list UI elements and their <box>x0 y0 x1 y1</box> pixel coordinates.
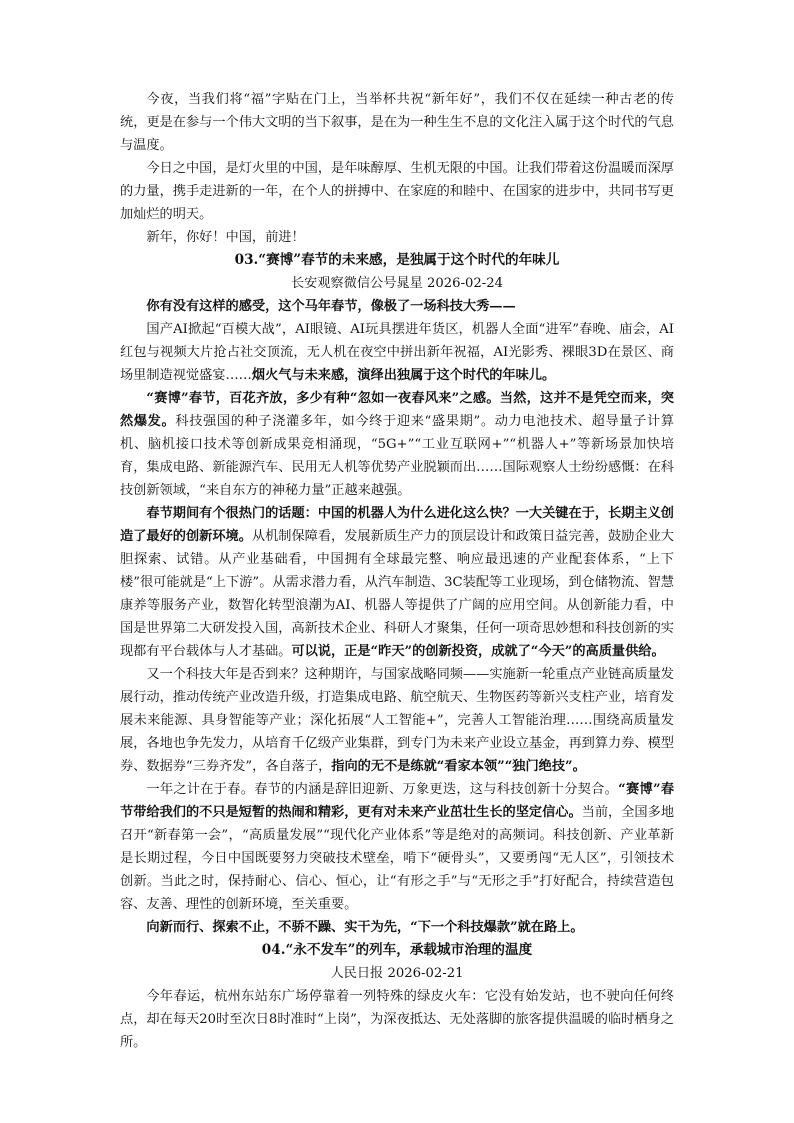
paragraph-text: 当前，全国多地召开“新春第一会”，“高质量发展”“现代化产业体系”等是绝对的高频词。科技创新、产业革新是长期过程，今日中国既要努力突破技术壁垒，啃下“硬骨头”，又要勇闯“无人区”，引领技术创新。当此之时，保持耐心、信心、恒心，让“有形之手”与“无形之手”打好配合，持续营造包容、友善、理性的创新环境，至关重要。 <box>120 805 675 912</box>
article-04-title: 04.“永不发车”的列车，承载城市治理的温度 <box>261 942 533 958</box>
article-03-paragraph-3 <box>120 502 674 663</box>
article-03-conclusion: 向新而行、探索不止，不骄不躁、实干为先，“下一个科技爆款”就在路上。 <box>146 920 584 935</box>
paragraph-emphasis: 可以说，正是“昨天”的创新投资，成就了“今天”的高质量供给。 <box>291 644 665 659</box>
paragraph-text: 一年之计在于春。春节的内涵是辞旧迎新、万象更迭，这与科技创新十分契合。 <box>146 782 619 797</box>
article-03-paragraph-5 <box>120 778 674 916</box>
article-03-paragraph-1 <box>120 318 674 387</box>
paragraph-text: 国产AI掀起“百模大战”，AI眼镜、AI玩具摆进年货区，机器人全面“进军”春晚、庙会，AI红包与视频大片抢占社交顶流，无人机在夜空中拼出新年祝福，AI光影秀、裸眼3D在景区、商场里制造视觉盛宴…… <box>120 322 674 383</box>
intro-paragraph-2: 今日之中国，是灯火里的中国，是年味醇厚、生机无限的中国。让我们带着这份温暖而深厚的力量，携手走进新的一年，在个人的拼搏中、在家庭的和睦中、在国家的进步中，共同书写更加灿烂的明天。 <box>120 161 674 222</box>
article-03-paragraph-4 <box>120 663 674 778</box>
paragraph-emphasis: “赛博”春节，百花齐放，多少有种“忽如一夜春风来”之感。当然，这并不是凭空而来，突然爆发。 <box>120 391 674 429</box>
paragraph-text: 从机制保障看，发展新质生产力的顶层设计和政策日益完善，鼓励企业大胆探索、试错。从产业基础看，中国拥有全球最完整、响应最迅速的产业配套体系，“上下楼”很可能就是“上下游”。从需求潜力看，从汽车制造、3C装配等工业现场，到仓储物流、智慧康养等服务产业，数智化转型浪潮为AI、机器人等提供了广阔的应用空间。从创新能力看，中国是世界第二大研发投入国，高新技术企业、科研人才聚集，任何一项奇思妙想和科技创新的实现都有平台载体与人才基础。 <box>120 529 674 659</box>
paragraph-text: 又一个科技大年是否到来？这种期许，与国家战略同频——实施新一轮重点产业链高质量发展行动，推动传统产业改造升级，打造集成电路、航空航天、生物医药等新兴支柱产业，培育发展未来能源、具身智能等产业；深化拓展“人工智能+”，完善人工智能治理……围绕高质量发展，各地也争先发力，从培育千亿级产业集群，到专门为未来产业设立基金，再到算力券、模型券、数据券“三券齐发”，各自落子， <box>120 667 674 774</box>
paragraph-emphasis: “赛博”春节带给我们的不只是短暂的热闹和精彩，更有对未来产业茁壮生长的坚定信心。 <box>120 782 675 820</box>
intro-paragraph-3: 新年，你好！中国，前进！ <box>146 230 305 245</box>
article-03-source: 长安观察微信公号晁星 2026-02-24 <box>290 276 504 291</box>
article-03-paragraph-2 <box>120 387 674 502</box>
paragraph-emphasis: 指向的无不是练就“看家本领”“独门绝技”。 <box>331 759 586 774</box>
paragraph-emphasis: 春节期间有个很热门的话题：中国的机器人为什么进化这么快？一大关键在于，长期主义创造了最好的创新环境。 <box>120 506 674 544</box>
article-03-lead: 你有没有这样的感受，这个马年春节，像极了一场科技大秀—— <box>146 299 516 314</box>
article-04-source: 人民日报 2026-02-21 <box>330 966 464 981</box>
article-03-title: 03.“赛博”春节的未来感，是独属于这个时代的年味儿 <box>234 252 560 268</box>
paragraph-text: 科技强国的种子浇灌多年，如今终于迎来“盛果期”。动力电池技术、超导量子计算机、脑机接口技术等创新成果竞相涌现，“5G+”“工业互联网+”“机器人+”等新场景加快培育，集成电路、新能源汽车、民用无人机等优势产业脱颖而出……国际观察人士纷纷感慨：在科技创新领域，“来自东方的神秘力量”正越来越强。 <box>120 414 675 498</box>
article-04-paragraph-1: 今年春运，杭州东站东广场停靠着一列特殊的绿皮火车：它没有始发站，也不驶向任何终点，却在每天20时至次日8时准时“上岗”，为深夜抵达、无处落脚的旅客提供温暖的临时栖身之所。 <box>120 989 674 1050</box>
intro-paragraph-1: 今夜，当我们将“福”字贴在门上，当举杯共祝“新年好”，我们不仅在延续一种古老的传统，更是在参与一个伟大文明的当下叙事，是在为一种生生不息的文化注入属于这个时代的气息与温度。 <box>120 92 674 153</box>
paragraph-emphasis: 烟火气与未来感，演绎出独属于这个时代的年味儿。 <box>251 368 556 383</box>
